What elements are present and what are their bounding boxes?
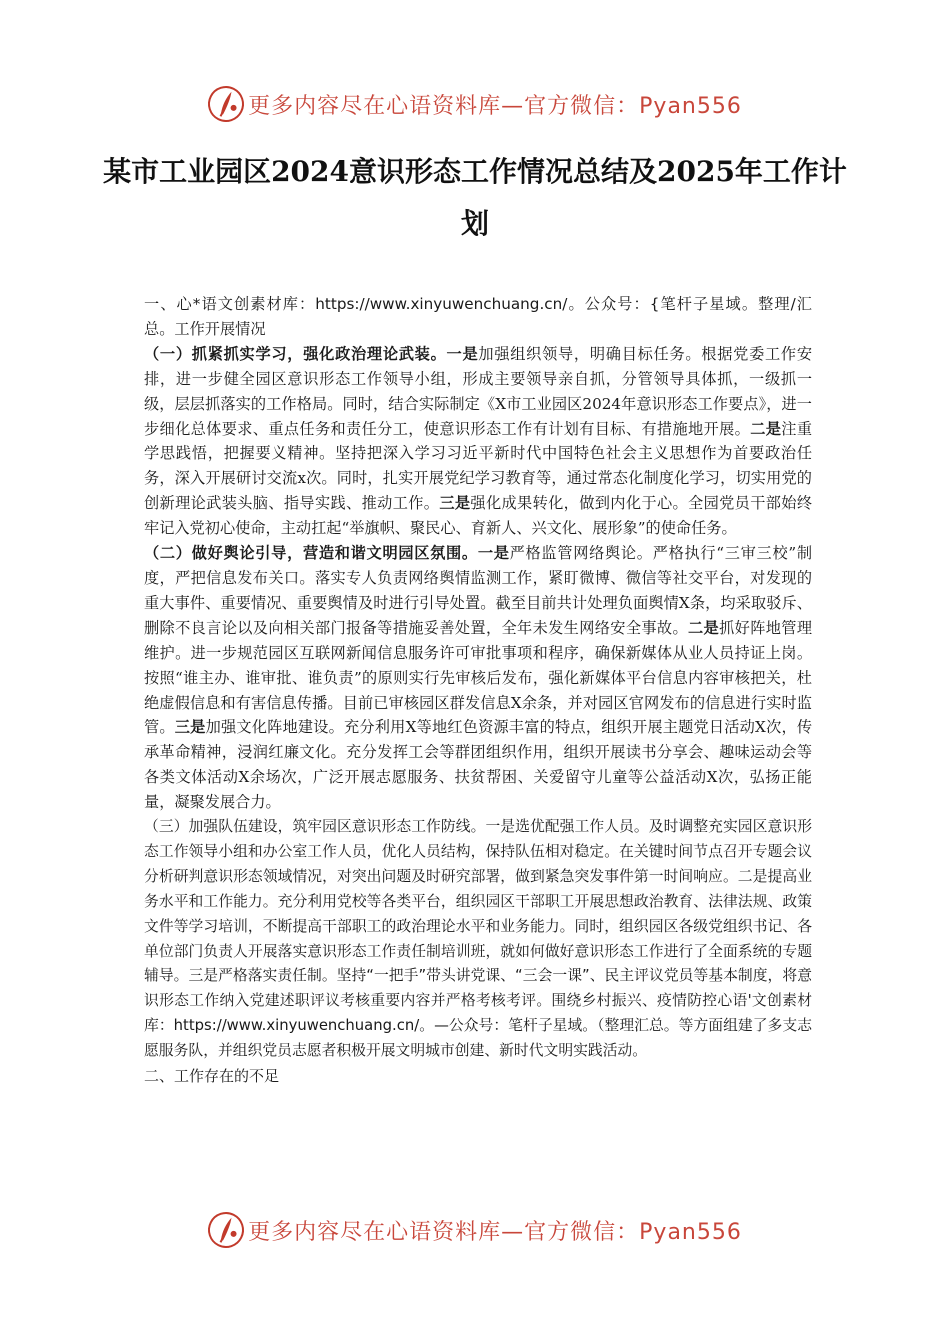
heading-section-2: 二、工作存在的不足 [144,1067,280,1086]
paragraph-section-1: （一）抓紧抓实学习，强化政治理论武装。一是加强组织领导，明确目标任务。根据党委工作安排，进一步健全园区意识形态工作领导小组，形成主要领导亲自抓，分管领导具体抓，一级抓一级，层层抓落实的工作格局。同时，结合实际制定《X市工业园区2024年意识形态工作要点》，进一步细化总体要求、重点任务和责任分工，使意识形态工作有计划有目标、有措施地开展。二是注重学思践悟，把握要义精神。坚持把深入学习习近平新时代中国特色社会主义思想作为首要政治任务，深入开展研讨交流x次。同时，扎实开展党纪学习教育等，通过常态化制度化学习，切实用党的创新理论武装头脑、指导实践、推动工作。三是强化成果转化，做到内化于心。全园党员干部始终牢记入党初心使命，主动扛起“举旗帜、聚民心、育新人、兴文化、展形象”的使命任务。 [144,344,813,538]
pen-ink-logo-icon [203,81,248,126]
heading-section-1: 一、心*语文创素材库：https://www.xinyuwenchuang.cn/。公众号：{笔杆子星域。整理/汇总。工作开展情况 [144,295,812,338]
header-banner [0,82,950,126]
paragraph-section-3: （三）加强队伍建设，筑牢园区意识形态工作防线。一是选优配强工作人员。及时调整充实园区意识形态工作领导小组和办公室工作人员，优化人员结构，保持队伍相对稳定。在关键时间节点召开专题会议分析研判意识形态领域情况，对突出问题及时研究部署，做到紧急突发事件第一时间响应。二是提高业务水平和工作能力。充分利用党校等各类平台，组织园区干部职工开展思想政治教育、法律法规、政策文件等学习培训，不断提高干部职工的政治理论水平和业务能力。同时，组织园区各级党组织书记、各单位部门负责人开展落实意识形态工作责任制培训班，就如何做好意识形态工作进行了全面系统的专题辅导。三是严格落实责任制。坚持“一把手”带头讲党课、“三会一课”、民主评议党员等基本制度，将意识形态工作纳入党建述职评议考核重要内容并严格考核考评。围绕乡村振兴、疫情防控心语'文创素材库：https://www.xinyuwenchuang.cn/。—公众号：笔杆子星域。（整理汇总。等方面组建了多支志愿服务队，并组织党员志愿者积极开展文明城市创建、新时代文明实践活动。 [144,818,812,1060]
banner-text: 更多内容尽在心语资料库—官方微信：Pyan556 [248,93,742,119]
pen-ink-logo-icon [203,1207,248,1252]
banner-text: 更多内容尽在心语资料库—官方微信：Pyan556 [248,1219,742,1245]
document-title: 某市工业园区2024意识形态工作情况总结及2025年工作计划 [103,155,847,240]
paragraph-section-2: （二）做好舆论引导，营造和谐文明园区氛围。一是严格监管网络舆论。严格执行“三审三校”制度，严把信息发布关口。落实专人负责网络舆情监测工作，紧盯微博、微信等社交平台，对发现的重大事件、重要情况、重要舆情及时进行引导处置。截至目前共计处理负面舆情X条，均采取驳斥、删除不良言论以及向相关部门报备等措施妥善处置，全年未发生网络安全事故。二是抓好阵地管理维护。进一步规范园区互联网新闻信息服务许可审批事项和程序，确保新媒体从业人员持证上岗。按照“谁主办、谁审批、谁负责”的原则实行先审核后发布，强化新媒体平台信息内容审核把关，杜绝虚假信息和有害信息传播。目前已审核园区群发信息X余条，并对园区官网发布的信息进行实时监管。三是加强文化阵地建设。充分利用X等地红色资源丰富的特点，组织开展主题党日活动X次，传承革命精神，浸润红廉文化。充分发挥工会等群团组织作用，组织开展读书分享会、趣味运动会等各类文体活动X余场次，广泛开展志愿服务、扶贫帮困、关爱留守儿童等公益活动X次，弘扬正能量，凝聚发展合力。 [144,544,813,812]
document-body [144,292,812,1089]
footer-banner [0,1208,950,1252]
